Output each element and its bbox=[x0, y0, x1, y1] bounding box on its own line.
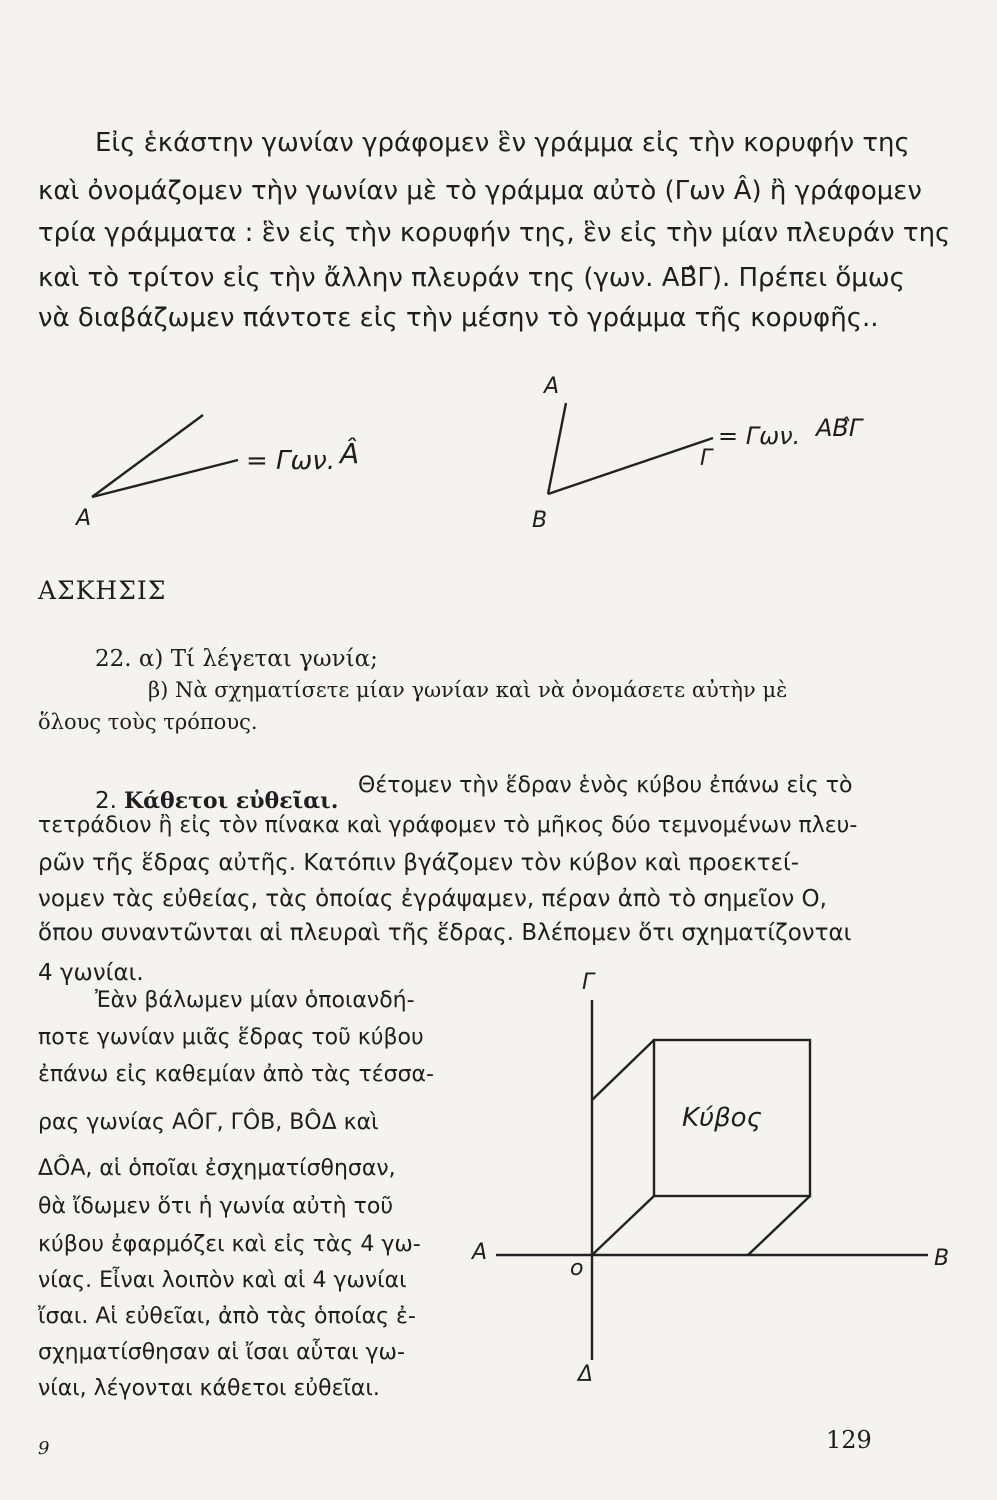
intro-line-2: καὶ ὀνομάζομεν τὴν γωνίαν μὲ τὸ γράμμα αὐτὸ (Γων Â) ἢ γράφομεν bbox=[38, 176, 922, 206]
section-line-2: τετράδιον ἢ εἰς τὸν πίνακα καὶ γράφομεν τὸ μῆκος δύο τεμνομένων πλευ- bbox=[38, 813, 858, 838]
fig1-equals-label: = Γων. bbox=[246, 446, 336, 476]
fig2-angle-name: ΑΒ̂Γ bbox=[816, 414, 863, 442]
section-title: Κάθετοι εὐθεῖαι. bbox=[124, 788, 339, 814]
para2-line-2: ποτε γωνίαν μιᾶς ἕδρας τοῦ κύβου bbox=[38, 1025, 424, 1050]
fig3-label-a: A bbox=[472, 1240, 488, 1265]
fig1-angle-name: Â bbox=[340, 437, 360, 470]
para2-line-10: σχηματίσθησαν αἱ ἴσαι αὗται γω- bbox=[38, 1340, 405, 1365]
section-line-4: νομεν τὰς εὐθείας, τὰς ὁποίας ἐγράψαμεν, πέραν ἀπὸ τὸ σημεῖον Ο, bbox=[38, 886, 827, 912]
exercise-22b: β) Νὰ σχηματίσετε μίαν γωνίαν καὶ νὰ ὀνομάσετε αὐτὴν μὲ bbox=[148, 678, 788, 702]
fig2-label-g: Γ bbox=[700, 446, 713, 471]
section-line-1: Θέτομεν τὴν ἕδραν ἑνὸς κύβου ἐπάνω εἰς τὸ bbox=[358, 773, 853, 798]
fig2-equals-label: = Γων. bbox=[718, 422, 801, 450]
page-number: 129 bbox=[826, 1426, 872, 1454]
para2-line-7: κύβου ἐφαρμόζει καὶ εἰς τὰς 4 γω- bbox=[38, 1232, 421, 1257]
cube-edge-bottom-right bbox=[748, 1196, 810, 1255]
intro-line-1: Εἰς ἑκάστην γωνίαν γράφομεν ἓν γράμμα εἰς τὴν κορυφήν της bbox=[95, 128, 910, 158]
section-line-5: ὅπου συναντῶνται αἱ πλευραὶ τῆς ἕδρας. Βλέπομεν ὅτι σχηματίζονται bbox=[38, 920, 852, 946]
angle1-upper-ray bbox=[92, 415, 203, 497]
para2-line-1: Ἐὰν βάλωμεν μίαν ὁποιανδή- bbox=[95, 988, 415, 1013]
para2-line-9: ἴσαι. Αἱ εὐθεῖαι, ἀπὸ τὰς ὁποίας ἐ- bbox=[38, 1304, 416, 1329]
fig3-label-o: o bbox=[570, 1256, 584, 1281]
fig3-label-g: Γ bbox=[582, 970, 595, 995]
exercise-22b-cont: ὅλους τοὺς τρόπους. bbox=[38, 710, 258, 734]
para2-line-8: νίας. Εἶναι λοιπὸν καὶ αἱ 4 γωνίαι bbox=[38, 1268, 407, 1293]
fig1-vertex-label: A bbox=[76, 506, 92, 531]
signature-mark: 9 bbox=[38, 1438, 50, 1459]
angle1-lower-ray bbox=[92, 460, 238, 497]
para2-line-11: νίαι, λέγονται κάθετοι εὐθεῖαι. bbox=[38, 1376, 380, 1401]
angle2-ray-bg bbox=[548, 438, 713, 494]
cube-edge-bottom-left bbox=[592, 1196, 654, 1255]
intro-line-5: νὰ διαβάζωμεν πάντοτε εἰς τὴν μέσην τὸ γράμμα τῆς κορυφῆς.. bbox=[38, 303, 879, 333]
fig2-label-a: A bbox=[544, 374, 560, 399]
intro-line-4: καὶ τὸ τρίτον εἰς τὴν ἄλλην πλευράν της (γων. ΑΒ̂Γ). Πρέπει ὅμως bbox=[38, 263, 905, 293]
section-line-6: 4 γωνίαι. bbox=[38, 960, 144, 986]
para2-line-3: ἐπάνω εἰς καθεμίαν ἀπὸ τὰς τέσσα- bbox=[38, 1062, 434, 1087]
fig2-label-b: B bbox=[532, 508, 548, 533]
cube-edge-top bbox=[592, 1040, 654, 1100]
angle2-ray-ba bbox=[548, 403, 566, 494]
section-number: 2. bbox=[95, 788, 117, 814]
intro-line-3: τρία γράμματα : ἓν εἰς τὴν κορυφήν της, ἓν εἰς τὴν μίαν πλευράν της bbox=[38, 218, 951, 248]
fig3-label-d: Δ bbox=[578, 1362, 594, 1387]
cube-label: Κύβος bbox=[682, 1103, 762, 1133]
para2-line-4: ρας γωνίας ΑÔΓ, ΓÔΒ, ΒÔΔ καὶ bbox=[38, 1110, 379, 1135]
exercise-22a: 22. α) Τί λέγεται γωνία; bbox=[95, 646, 378, 672]
para2-line-6: θὰ ἴδωμεν ὅτι ἡ γωνία αὐτὴ τοῦ bbox=[38, 1194, 394, 1219]
fig3-label-b: B bbox=[934, 1246, 950, 1271]
exercises-heading: ΑΣΚΗΣΙΣ bbox=[38, 576, 167, 605]
para2-line-5: ΔÔΑ, αἱ ὁποῖαι ἐσχηματίσθησαν, bbox=[38, 1156, 396, 1181]
section-line-3: ρῶν τῆς ἕδρας αὐτῆς. Κατόπιν βγάζομεν τὸν κύβον καὶ προεκτεί- bbox=[38, 850, 800, 876]
